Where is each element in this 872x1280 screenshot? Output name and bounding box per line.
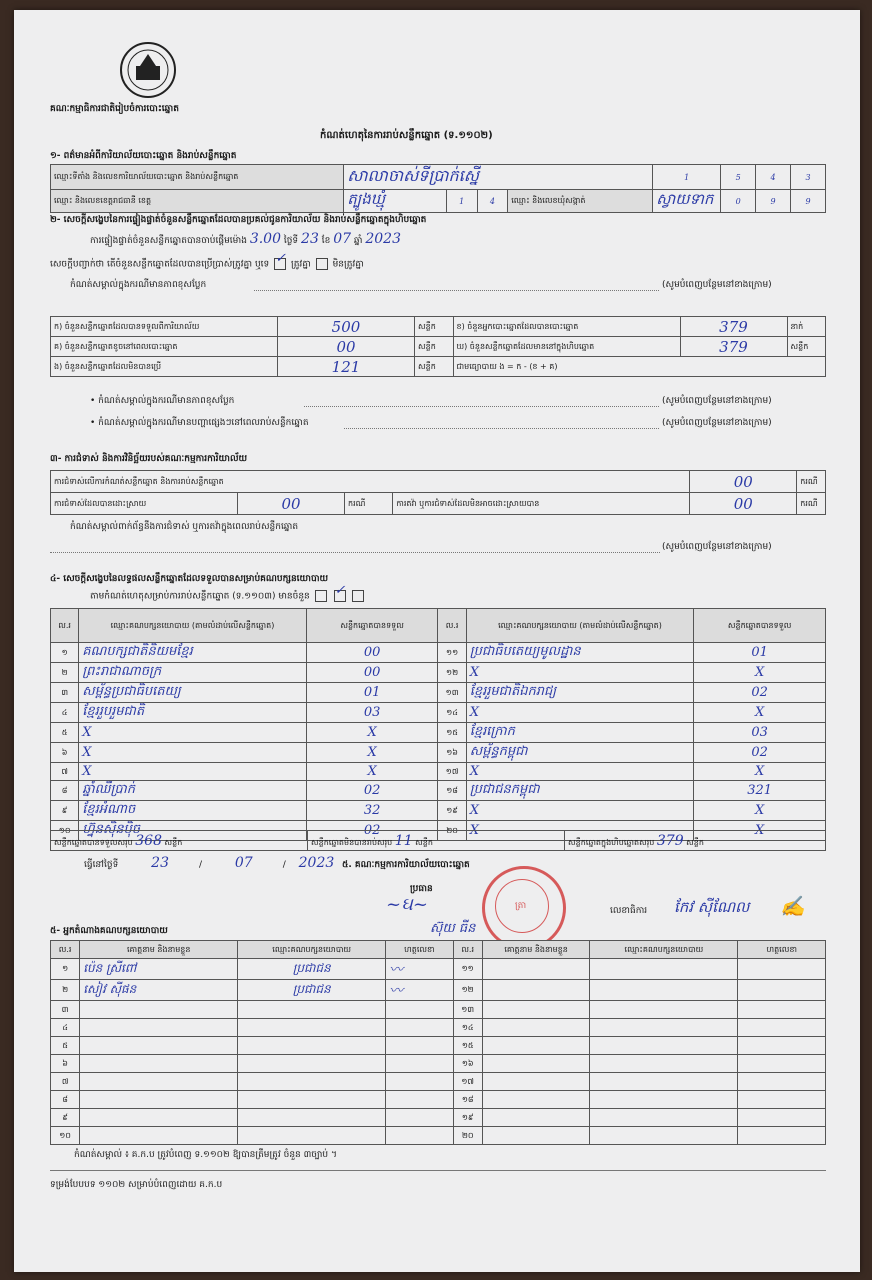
result-party: X	[79, 723, 307, 743]
rep-name[interactable]	[80, 1037, 238, 1055]
unresolved-label: ការតវ៉ា ឬការជំទាស់ដែលមិនអាចដោះស្រាយបាន	[393, 493, 690, 515]
rep-no: ៤	[51, 1019, 80, 1037]
rep-signature[interactable]	[386, 1037, 453, 1055]
rep-name[interactable]	[80, 1073, 238, 1091]
secretary-signature: ✍	[780, 894, 805, 918]
col-party: ឈ្មោះគណបក្សនយោបាយ (តាមលំដាប់លើសន្លឹកឆ្នោត)	[79, 609, 307, 643]
in-box-label: ឃ) ចំនួនសន្លឹកឆ្នោតដែលមាននៅក្នុងហិបឆ្នោត	[453, 337, 680, 357]
rep-signature[interactable]	[738, 1001, 826, 1019]
result-party: ខ្មែរក្រោក	[466, 723, 694, 743]
rep-name[interactable]	[482, 1127, 590, 1145]
made-date-label: ធ្វើនៅថ្ងៃទី	[84, 860, 119, 870]
section2-heading: ២- សេចក្ដីសង្ខេបនៃការផ្ទៀងផ្ទាត់ចំនួនសន្លឹកឆ្នោតដែលបានប្រគល់ជូនការិយាល័យ និងរាប់សន្លឹកឆ្នោតក្នុងហិបឆ្នោត	[50, 215, 427, 225]
rep-party[interactable]	[238, 1091, 386, 1109]
result-party: X	[466, 821, 694, 841]
rep-party[interactable]	[238, 1055, 386, 1073]
rep-signature: 〰	[386, 980, 453, 1001]
rep-name[interactable]	[482, 980, 590, 1001]
result-no: ១៣	[438, 683, 466, 703]
rep-no: ១០	[51, 1127, 80, 1145]
made-date: ធ្វើនៅថ្ងៃទី 23 / 07 / 2023	[84, 855, 335, 871]
result-no: ១៦	[438, 743, 466, 763]
representatives-table	[50, 940, 826, 1145]
rep-signature[interactable]	[738, 1127, 826, 1145]
discrepancy-note-line[interactable]	[254, 290, 659, 291]
complaint-note: កំណត់សម្គាល់ពាក់ព័ន្ធនឹងការជំទាស់ ឬការតវ៉ាក្នុងពេលរាប់សន្លឹកឆ្នោត	[70, 522, 299, 532]
complaint-note-hint: (សូមបំពេញបន្ថែមនៅខាងក្រោម)	[662, 542, 772, 552]
rep-name[interactable]	[80, 1001, 238, 1019]
rep-party: ប្រជាជន	[238, 959, 386, 980]
rep-signature[interactable]	[386, 1127, 453, 1145]
result-votes: 02	[306, 781, 438, 801]
result-no: ២	[51, 663, 79, 683]
location-code-digit: 5	[721, 165, 756, 190]
result-no: ១៥	[438, 723, 466, 743]
result-votes: 32	[306, 801, 438, 821]
result-no: ៤	[51, 703, 79, 723]
rep-signature[interactable]	[738, 1037, 826, 1055]
day-value: 23	[301, 231, 319, 247]
formula: ជាមធ្យោបាយ ង = ក - (ខ + គ)	[453, 357, 826, 377]
result-votes: X	[306, 723, 438, 743]
made-month: 07	[234, 855, 253, 871]
org-name: គណៈកម្មាធិការជាតិរៀបចំការបោះឆ្នោត	[50, 104, 179, 114]
chief-label: ប្រធាន	[410, 884, 433, 894]
result-no: ១៤	[438, 703, 466, 723]
result-party: គណបក្សជាតិនិយមខ្មែរ	[79, 643, 307, 663]
received-value: 500	[278, 317, 415, 337]
time-label: ការផ្ទៀងផ្ទាត់ចំនួនសន្លឹកឆ្នោតបានចាប់ផ្តើមម៉ោង	[90, 236, 247, 246]
rep-no: ១៥	[453, 1037, 482, 1055]
location-value: សាលាចាស់ទីប្រាក់ស្នើ	[344, 165, 653, 190]
voters-label: ខ) ចំនួនអ្នកបោះឆ្នោតដែលបានបោះឆ្នោត	[453, 317, 680, 337]
total-received-label: សន្លឹកឆ្នោតបានទទួលសរុប	[54, 837, 133, 847]
result-row	[51, 801, 826, 821]
province-value: ត្បូងឃ្មុំ	[344, 190, 447, 213]
received-unit: សន្លឹក	[415, 317, 454, 337]
result-row	[51, 763, 826, 781]
result-party: ខ្មែររួមជាតិឯករាជ្យ	[466, 683, 694, 703]
result-no: ១៩	[438, 801, 466, 821]
section1-heading: ១- ពត៌មានអំពីការិយាល័យបោះឆ្នោត និងរាប់សន្លឹកឆ្នោត	[50, 151, 237, 161]
resolved-unit: ករណី	[345, 493, 393, 515]
rep-signature[interactable]	[738, 959, 826, 980]
results-table	[50, 608, 826, 841]
representative-row	[51, 1127, 826, 1145]
result-row	[51, 663, 826, 683]
result-votes: X	[694, 763, 826, 781]
result-votes: 01	[306, 683, 438, 703]
rep-name[interactable]	[80, 1055, 238, 1073]
rep-party[interactable]	[238, 1001, 386, 1019]
result-votes: 02	[694, 683, 826, 703]
voters-unit: នាក់	[787, 317, 826, 337]
result-no: ៨	[51, 781, 79, 801]
total-all-unit: សន្លឹក	[686, 837, 704, 847]
bullet-problems-hint: (សូមបំពេញបន្ថែមនៅខាងក្រោម)	[662, 418, 772, 428]
result-party: សម្ព័ន្ធប្រជាធិបតេយ្យ	[79, 683, 307, 703]
result-party: ប្រជាធិបតេយ្យមូលដ្ឋាន	[466, 643, 694, 663]
result-no: ១៧	[438, 763, 466, 781]
rep-no: ១	[51, 959, 80, 980]
voters-value: 379	[680, 317, 787, 337]
rep-no: ៥	[51, 1037, 80, 1055]
footer-code: ទម្រង់បែបបទ ១១០២ សម្រាប់បំពេញដោយ គ.ក.ប	[50, 1180, 223, 1190]
rep-name[interactable]	[482, 1073, 590, 1091]
result-no: ៧	[51, 763, 79, 781]
bullet-problems: • កំណត់សម្គាល់ក្នុងករណីមានបញ្ហាផ្សេងៗនៅពេលរាប់សន្លឹកឆ្នោត	[90, 418, 309, 428]
rep-party[interactable]	[238, 1019, 386, 1037]
result-row	[51, 683, 826, 703]
total-invalid-value: 11	[394, 832, 413, 849]
rep-party[interactable]	[590, 980, 738, 1001]
result-party: ព្រះរាជាណាចក្រ	[79, 663, 307, 683]
commune-value: ស្វាយទាក	[653, 190, 721, 213]
rep-no: ១៨	[453, 1091, 482, 1109]
rep-signature[interactable]	[738, 980, 826, 1001]
result-votes: 00	[306, 643, 438, 663]
col-no: ល.រ	[51, 609, 79, 643]
match-line	[50, 251, 364, 271]
section4-line-text: តាមកំណត់ហេតុសម្រាប់ការរាប់សន្លឹកឆ្នោត (ទ.១១០៣) មានចំនួន	[90, 591, 310, 602]
result-row	[51, 643, 826, 663]
commune-code-digit: 9	[791, 190, 826, 213]
year-value: 2023	[365, 231, 401, 247]
rep-name[interactable]	[80, 1019, 238, 1037]
representative-row	[51, 959, 826, 980]
form-title: កំណត់ហេតុនៃការរាប់សន្លឹកឆ្នោត (ទ.១១០២)	[320, 130, 493, 141]
result-votes: 02	[306, 821, 438, 841]
rep-party[interactable]	[238, 1127, 386, 1145]
result-no: ៩	[51, 801, 79, 821]
representative-row	[51, 980, 826, 1001]
result-votes: 03	[694, 723, 826, 743]
rep-party[interactable]	[590, 1055, 738, 1073]
in-box-unit: សន្លឹក	[787, 337, 826, 357]
rep-name: សៀវ ស៊ីផន	[80, 980, 238, 1001]
year-label: ឆ្នាំ	[353, 236, 363, 246]
rep-signature[interactable]	[386, 1019, 453, 1037]
rep-name[interactable]	[482, 1037, 590, 1055]
complaint-label: ការជំទាស់លើការកំណត់សន្លឹកឆ្នោត និងការរាប់សន្លឹកឆ្នោត	[51, 471, 690, 493]
secretary-label: លេខាធិការ	[610, 906, 648, 916]
result-party: X	[466, 703, 694, 723]
representative-row	[51, 1091, 826, 1109]
rep-party[interactable]	[590, 1073, 738, 1091]
form-sheet	[14, 10, 860, 1272]
day-label: ថ្ងៃទី	[283, 236, 299, 246]
secretary-name: កែវ ស៊ីណែល	[674, 898, 750, 916]
rep-no: ១៦	[453, 1055, 482, 1073]
result-votes: X	[694, 703, 826, 723]
result-row	[51, 781, 826, 801]
resolved-label: ការជំទាស់ដែលបានដោះស្រាយ	[51, 493, 238, 515]
total-invalid-unit: សន្លឹក	[415, 837, 433, 847]
rep-signature[interactable]	[386, 1109, 453, 1127]
col-name: គោត្តនាម និងនាមខ្លួន	[482, 941, 590, 959]
rep-no: ១៣	[453, 1001, 482, 1019]
rep-signature[interactable]	[738, 1091, 826, 1109]
result-no: ៦	[51, 743, 79, 763]
made-year: 2023	[298, 855, 335, 871]
result-no: ១១	[438, 643, 466, 663]
month-value: 07	[333, 231, 352, 247]
result-party: X	[79, 743, 307, 763]
result-votes: 03	[306, 703, 438, 723]
total-received-value: 368	[135, 832, 162, 849]
rep-name: ប៉េន ស្រីពៅ	[80, 959, 238, 980]
result-votes: 01	[694, 643, 826, 663]
rep-name[interactable]	[482, 1109, 590, 1127]
rep-party[interactable]	[590, 1037, 738, 1055]
complaint-unit: ករណី	[797, 471, 826, 493]
committee-heading: ៥. គណៈកម្មការការិយាល័យបោះឆ្នោត	[342, 860, 470, 870]
col-name: គោត្តនាម និងនាមខ្លួន	[80, 941, 238, 959]
no-checkbox[interactable]	[316, 258, 328, 270]
result-votes: X	[306, 763, 438, 781]
footer-note: កំណត់សម្គាល់ ៖ គ.ក.ប ត្រូវបំពេញ ទ.១១០២ ឱ្យបានត្រឹមត្រូវ ចំនួន ៣ច្បាប់ ។	[74, 1150, 337, 1160]
discrepancy-note-label: កំណត់សម្គាល់ក្នុងករណីមានភាពខុសប្លែក	[70, 280, 207, 290]
resolved-value: 00	[238, 493, 345, 515]
start-time-line	[90, 231, 401, 247]
totals-table	[50, 830, 826, 851]
rep-party[interactable]	[590, 1019, 738, 1037]
bullet-difference-line[interactable]	[304, 406, 659, 407]
unused-unit: សន្លឹក	[415, 357, 454, 377]
result-party: សម្ព័ន្ធកម្ពុជា	[466, 743, 694, 763]
result-votes: X	[694, 663, 826, 683]
discrepancy-note-hint: (សូមបំពេញបន្ថែមនៅខាងក្រោម)	[662, 280, 772, 290]
ballot-count-table	[50, 316, 826, 377]
rep-name[interactable]	[482, 1055, 590, 1073]
bullet-difference: • កំណត់សម្គាល់ក្នុងករណីមានភាពខុសប្លែក	[90, 396, 235, 406]
result-votes: 321	[694, 781, 826, 801]
total-invalid	[308, 831, 565, 851]
result-votes: X	[694, 801, 826, 821]
bullet-problems-line[interactable]	[344, 428, 659, 429]
rep-party[interactable]	[590, 1127, 738, 1145]
rep-signature[interactable]	[386, 1073, 453, 1091]
representative-row	[51, 1109, 826, 1127]
rep-signature[interactable]	[386, 1001, 453, 1019]
time-value: 3.00	[249, 231, 281, 247]
rep-signature[interactable]	[738, 1109, 826, 1127]
section4-heading: ៤- សេចក្ដីសង្ខេបនៃលទ្ធផលសន្លឹកឆ្នោតដែលទទួលបានសម្រាប់គណបក្សនយោបាយ	[50, 574, 329, 584]
section3-heading: ៣- ការជំទាស់ និងការវិនិច្ឆ័យរបស់គណៈកម្មការការិយាល័យ	[50, 454, 248, 464]
made-day: 23	[151, 855, 169, 871]
col-party: ឈ្មោះគណបក្សនយោបាយ	[238, 941, 386, 959]
unresolved-unit: ករណី	[797, 493, 826, 515]
location-code-digit: 4	[756, 165, 791, 190]
match-question: សេចក្ដីបញ្ជាក់ថា តើចំនួនសន្លឹកឆ្នោតដែលបានប្រើប្រាស់ត្រូវគ្នា ឬទេ	[50, 259, 270, 270]
result-party: ឆ្នាំឈឺប្រាក់	[79, 781, 307, 801]
col-no: ល.រ	[51, 941, 80, 959]
official-seal-icon	[482, 866, 566, 950]
result-no: ១	[51, 643, 79, 663]
seal-label: ត្រា	[515, 901, 527, 911]
col-votes: សន្លឹកឆ្នោតបានទទួល	[306, 609, 438, 643]
representative-row	[51, 1019, 826, 1037]
nec-emblem-icon	[118, 40, 178, 100]
rep-name[interactable]	[482, 1019, 590, 1037]
unused-label: ង) ចំនួនសន្លឹកឆ្នោតដែលមិនបានប្រើ	[51, 357, 278, 377]
complaints-table	[50, 470, 826, 515]
location-label: ឈ្មោះទីតាំង និងលេខការិយាល័យបោះឆ្នោត និងរាប់សន្លឹកឆ្នោត	[51, 165, 344, 190]
result-row	[51, 723, 826, 743]
result-row	[51, 703, 826, 723]
result-votes: X	[306, 743, 438, 763]
bullet-difference-hint: (សូមបំពេញបន្ថែមនៅខាងក្រោម)	[662, 396, 772, 406]
rep-name[interactable]	[482, 1001, 590, 1019]
commune-label: ឈ្មោះ និងលេខឃុំសង្កាត់	[508, 190, 653, 213]
rep-no: ៩	[51, 1109, 80, 1127]
col-party: ឈ្មោះគណបក្សនយោបាយ	[590, 941, 738, 959]
footer-divider	[50, 1170, 826, 1171]
unused-value: 121	[278, 357, 415, 377]
total-all	[565, 831, 826, 851]
result-votes: 02	[694, 743, 826, 763]
result-no: ១២	[438, 663, 466, 683]
result-no: ២០	[438, 821, 466, 841]
result-no: ១០	[51, 821, 79, 841]
rep-name[interactable]	[482, 1091, 590, 1109]
rep-no: ៧	[51, 1073, 80, 1091]
representative-row	[51, 1073, 826, 1091]
col-sign: ហត្ថលេខា	[386, 941, 453, 959]
complaint-note-line[interactable]	[50, 552, 660, 553]
month-label: ខែ	[321, 236, 331, 246]
result-party: ខ្មែររួបរួមជាតិ	[79, 703, 307, 723]
total-all-value: 379	[656, 832, 684, 849]
rep-signature[interactable]	[386, 1055, 453, 1073]
result-no: ៥	[51, 723, 79, 743]
province-label: ឈ្មោះ និងលេខខេត្តរាជធានី ខេត្ត	[51, 190, 344, 213]
result-votes: X	[694, 821, 826, 841]
rep-party: ប្រជាជន	[238, 980, 386, 1001]
rep-signature[interactable]	[738, 1019, 826, 1037]
yes-checkbox[interactable]: ✓	[274, 258, 286, 270]
result-party: ខ្មែរអំណាច	[79, 801, 307, 821]
col-no: ល.រ	[453, 941, 482, 959]
rep-signature[interactable]	[738, 1073, 826, 1091]
rep-no: ២	[51, 980, 80, 1001]
spoiled-label: គ) ចំនួនសន្លឹកឆ្នោតខូចនៅពេលបោះឆ្នោត	[51, 337, 278, 357]
result-party: ប្រជាជនកម្ពុជា	[466, 781, 694, 801]
col-sign: ហត្ថលេខា	[738, 941, 826, 959]
option-checkbox[interactable]: ✓	[334, 590, 346, 602]
col-party: ឈ្មោះគណបក្សនយោបាយ (តាមលំដាប់លើសន្លឹកឆ្នោត)	[466, 609, 694, 643]
rep-no: ១៧	[453, 1073, 482, 1091]
chief-name: ស៊ុយ ធីន	[430, 921, 476, 936]
total-invalid-label: សន្លឹកឆ្នោតមិនបានរាប់សរុប	[311, 837, 393, 847]
commune-code-digit: 9	[756, 190, 791, 213]
rep-party[interactable]	[238, 1037, 386, 1055]
total-received-unit: សន្លឹក	[164, 837, 183, 847]
province-code-digit: 4	[477, 190, 508, 213]
rep-party[interactable]	[590, 959, 738, 980]
location-code-digit: 1	[653, 165, 721, 190]
location-code-digit: 3	[791, 165, 826, 190]
yes-label: ត្រូវគ្នា	[291, 259, 311, 270]
col-votes: សន្លឹកឆ្នោតបានទទួល	[694, 609, 826, 643]
section4-line	[90, 583, 366, 603]
rep-party[interactable]	[238, 1073, 386, 1091]
complaint-value: 00	[690, 471, 797, 493]
result-party: X	[466, 801, 694, 821]
representative-row	[51, 1001, 826, 1019]
no-label: មិនត្រូវគ្នា	[332, 259, 364, 270]
rep-no: ៣	[51, 1001, 80, 1019]
rep-party[interactable]	[590, 1091, 738, 1109]
in-box-value: 379	[680, 337, 787, 357]
rep-party[interactable]	[590, 1001, 738, 1019]
result-party: X	[466, 663, 694, 683]
option-checkbox[interactable]	[352, 590, 364, 602]
rep-no: ១៩	[453, 1109, 482, 1127]
rep-no: ១១	[453, 959, 482, 980]
rep-no: ២០	[453, 1127, 482, 1145]
result-no: ១៨	[438, 781, 466, 801]
rep-signature: 〰	[386, 959, 453, 980]
rep-name[interactable]	[80, 1109, 238, 1127]
result-party: ហ្វ៊ុនស៊ិនប៉ិច	[79, 821, 307, 841]
option-checkbox[interactable]	[315, 590, 327, 602]
chief-signature: ~ઘ~	[386, 894, 428, 915]
commune-code-digit: 0	[721, 190, 756, 213]
rep-name[interactable]	[482, 959, 590, 980]
rep-no: ១២	[453, 980, 482, 1001]
province-code-digit: 1	[446, 190, 477, 213]
rep-party[interactable]	[238, 1109, 386, 1127]
unresolved-value: 00	[690, 493, 797, 515]
rep-no: ៨	[51, 1091, 80, 1109]
total-all-label: សន្លឹកឆ្នោតក្នុងហិបឆ្នោតសរុប	[568, 837, 655, 847]
rep-name[interactable]	[80, 1091, 238, 1109]
location-table	[50, 164, 826, 213]
spoiled-unit: សន្លឹក	[415, 337, 454, 357]
result-no: ៣	[51, 683, 79, 703]
result-row	[51, 743, 826, 763]
received-label: ក) ចំនួនសន្លឹកឆ្នោតដែលបានទទួលពីការិយាល័យ	[51, 317, 278, 337]
result-votes: 00	[306, 663, 438, 683]
col-no: ល.រ	[438, 609, 466, 643]
rep-name[interactable]	[80, 1127, 238, 1145]
result-party: X	[79, 763, 307, 781]
total-received	[51, 831, 308, 851]
spoiled-value: 00	[278, 337, 415, 357]
representative-row	[51, 1055, 826, 1073]
result-party: X	[466, 763, 694, 781]
representative-row	[51, 1037, 826, 1055]
rep-signature[interactable]	[738, 1055, 826, 1073]
section5-heading: ៥- អ្នកតំណាងគណបក្សនយោបាយ	[50, 926, 168, 936]
rep-signature[interactable]	[386, 1091, 453, 1109]
rep-party[interactable]	[590, 1109, 738, 1127]
rep-no: ១៤	[453, 1019, 482, 1037]
rep-no: ៦	[51, 1055, 80, 1073]
